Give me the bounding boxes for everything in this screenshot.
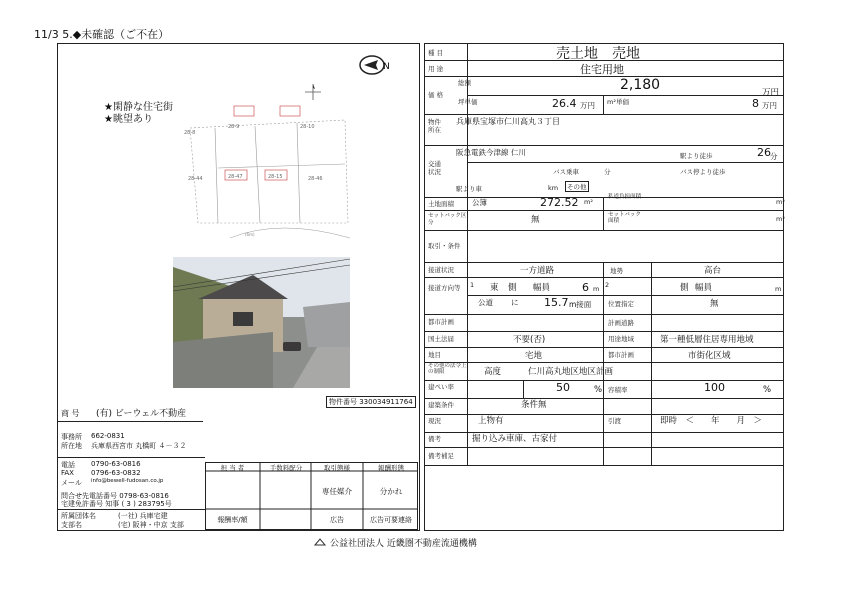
address-label: 所在地 — [61, 442, 82, 450]
fax-label: FAX — [61, 469, 74, 477]
postcode: 662-0831 — [91, 432, 125, 440]
sqm-unit: 万円 — [762, 101, 777, 110]
label-transport: 交通状況 — [428, 160, 441, 176]
terrain-label: 地勢 — [610, 267, 623, 275]
bcr-unit: % — [594, 385, 603, 395]
road1-kind: 公道 — [478, 298, 493, 307]
svg-text:(6m): (6m) — [245, 232, 255, 237]
walk-value: 26 — [757, 146, 771, 159]
land-area-unit: m² — [584, 198, 593, 206]
km-unit: km — [548, 184, 559, 192]
property-title: 売土地 売地 — [556, 46, 640, 62]
company-name-label: 商 号 — [61, 409, 80, 418]
land-law-label: 国土法届 — [428, 335, 454, 343]
road2-width-label: 幅員 — [695, 283, 713, 293]
footer-text: 公益社団法人 近畿圏不動産流通機構 — [330, 539, 477, 549]
staff-header-1: 担 当 者 — [220, 464, 245, 472]
bcr-value: 50 — [556, 381, 570, 394]
label-location: 物件所在 — [428, 118, 441, 134]
remarks2-label: 備考補足 — [428, 452, 454, 460]
land-area-label: 土地面積 — [428, 200, 454, 208]
land-law-value: 不要(否) — [513, 335, 546, 345]
road1-width: 6 — [582, 281, 589, 294]
staff-header-4: 報酬形態 — [378, 464, 404, 472]
setback-area-label: セットバック面積 — [608, 212, 641, 224]
org-name: (一社) 兵庫宅建 — [118, 512, 168, 520]
branch-name: (宅) 阪神・中京 支部 — [118, 521, 184, 529]
road-status: 一方道路 — [520, 266, 555, 276]
road2-side: 側 — [680, 283, 689, 293]
office-label: 事務所 — [61, 433, 82, 441]
org-logo-icon — [314, 537, 326, 547]
chimoku-label: 地目 — [428, 351, 441, 359]
price-value: 2,180 — [620, 77, 661, 93]
site-map — [170, 98, 356, 248]
setback-value: 無 — [531, 215, 540, 225]
road2-width-unit: m — [775, 285, 782, 293]
north-arrow-icon — [358, 52, 392, 78]
bus-walk-label: バス停より徒歩 — [680, 168, 726, 176]
map-label-7: 28-15 — [268, 174, 283, 180]
setback-area-unit: m² — [776, 215, 785, 223]
map-label-2: 28-9 — [228, 124, 240, 130]
far-value: 100 — [704, 381, 725, 394]
build-cond-value: 条件無 — [521, 400, 547, 410]
sqm-value: 8 — [752, 97, 759, 110]
land-area-value: 272.52 — [540, 196, 579, 209]
property-address: 兵庫県宝塚市仁川高丸３丁目 — [456, 117, 560, 126]
location-label: 位置指定 — [608, 300, 634, 308]
note-2: ★眺望あり — [104, 114, 153, 125]
sqm-label: m²単価 — [607, 98, 629, 106]
walk-unit: 分 — [770, 152, 778, 161]
conditions-label: 取引・条件 — [428, 242, 461, 250]
handover-value: 即時 ＜ 年 月 ＞ — [660, 416, 763, 426]
price-unit: 万円 — [762, 88, 780, 98]
private-road-unit: m² — [776, 198, 785, 206]
road-dir-label: 接道方向等 — [428, 284, 461, 292]
plan-road-label: 計画道路 — [608, 319, 634, 327]
chimoku-value: 宅地 — [525, 351, 543, 361]
car-label: 駅より車 — [456, 185, 482, 193]
ad-value: 広告可要連絡 — [370, 516, 412, 524]
remarks-value: 掘り込み車庫、古家付 — [472, 434, 558, 444]
tsubo-label: 坪単価 — [458, 98, 478, 106]
branch-label: 支部名 — [61, 521, 82, 529]
road1-contact-label: に — [511, 298, 519, 307]
build-cond-label: 建築条件 — [428, 401, 454, 409]
terrain-value: 高台 — [704, 266, 722, 276]
fee-form: 分かれ — [379, 487, 403, 496]
setback-label: セットバック区分 — [428, 213, 467, 226]
company-address: 兵庫県西宮市 丸橋町 ４－３２ — [91, 442, 187, 450]
road1-contact: 15.7 — [544, 296, 569, 309]
tsubo-value: 26.4 — [552, 97, 577, 110]
listing-number: 物件番号 330034911764 — [326, 396, 416, 408]
train-line: 阪急電鉄今津線 仁川 — [456, 148, 526, 157]
company-mail[interactable]: info@bewell-fudosan.co.jp — [91, 478, 164, 484]
label-use: 用 途 — [428, 65, 444, 73]
transaction-type: 専任媒介 — [322, 487, 352, 496]
remarks-label: 備考 — [428, 435, 441, 443]
note-1: ★閑静な住宅街 — [104, 102, 173, 113]
map-label-5: 28-46 — [308, 176, 323, 182]
city-plan-label: 都市計画 — [428, 318, 454, 326]
toshi-label: 都市計画 — [608, 351, 634, 359]
location-value: 無 — [710, 299, 719, 309]
other-limits-1: 高度 — [484, 367, 502, 377]
status-value: 上物有 — [478, 416, 504, 426]
road1-number: 1 — [470, 281, 475, 289]
walk-label: 駅より徒歩 — [680, 152, 713, 160]
zoning-value: 第一種低層住居専用地域 — [660, 335, 754, 345]
mail-label: メール — [61, 479, 82, 487]
map-label-6: 28-47 — [228, 174, 243, 180]
bus-label: バス乗車 — [553, 168, 579, 176]
header-text: 11/3 5.◆未確認（ご不在） — [34, 28, 170, 41]
tsubo-unit: 万円 — [580, 101, 595, 110]
property-use: 住宅用地 — [580, 63, 624, 76]
land-area-type: 公簿 — [472, 198, 487, 207]
bcr-label: 建ぺい率 — [428, 383, 454, 391]
handover-label: 引渡 — [608, 417, 621, 425]
private-road-label: 私道負担面積 — [608, 194, 642, 200]
map-label-3: 28-10 — [300, 124, 315, 130]
contact-tel: 問合せ先電話番号 0798-63-0816 — [61, 492, 169, 500]
bus-unit: 分 — [604, 168, 611, 176]
far-label: 容積率 — [608, 386, 628, 394]
road1-side: 側 — [508, 283, 517, 293]
license-number: 宅建免許番号 知事 ( 3 ) 283795号 — [61, 500, 172, 508]
other-transport: その他 — [567, 183, 587, 191]
company-tel: 0790-63-0816 — [91, 460, 141, 468]
label-type: 種 目 — [428, 49, 444, 57]
tel-label: 電話 — [61, 461, 75, 469]
road1-width-unit: m — [593, 285, 600, 293]
staff-header-2: 手数料配分 — [269, 464, 303, 472]
zoning-label: 用途地域 — [608, 335, 634, 343]
other-limits-2: 仁川高丸地区地区計画 — [528, 367, 614, 377]
map-label-1: 28-8 — [184, 130, 196, 136]
ad-label: 広告 — [330, 516, 344, 524]
property-photo — [173, 257, 350, 388]
company-name: (有) ビーウェル不動産 — [96, 409, 187, 419]
road-status-label: 接道状況 — [428, 266, 454, 274]
other-limits-label: その他の法令上の制限 — [428, 363, 467, 375]
org-label: 所属団体名 — [61, 512, 96, 520]
label-price: 価 格 — [428, 91, 444, 99]
road1-contact-unit: m接面 — [569, 300, 592, 309]
status-label: 現況 — [428, 417, 441, 425]
company-fax: 0796-63-0832 — [91, 469, 141, 477]
fee-rate-label: 報酬率/額 — [217, 516, 248, 524]
staff-header-3: 取引態様 — [324, 464, 350, 472]
road1-direction: 東 — [490, 283, 499, 293]
staff-table — [205, 462, 418, 530]
road1-width-label: 幅員 — [533, 283, 551, 293]
road2-number: 2 — [605, 281, 610, 289]
toshi-value: 市街化区域 — [688, 351, 731, 361]
far-unit: % — [763, 385, 772, 395]
price-label: 総額 — [458, 79, 471, 87]
map-label-4: 28-44 — [188, 176, 203, 182]
svg-text:N: N — [383, 62, 390, 72]
